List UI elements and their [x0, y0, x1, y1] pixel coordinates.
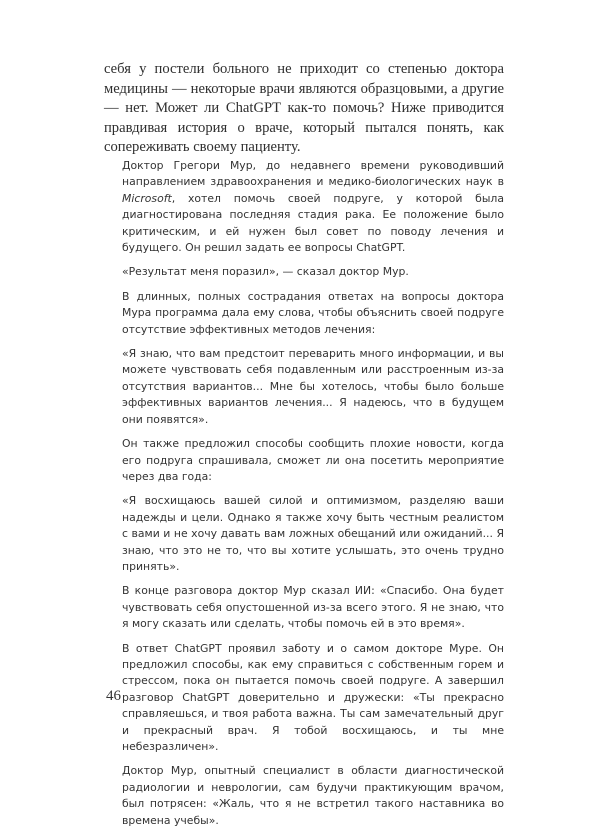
story-paragraph-7: В конце разговора доктор Мур сказал ИИ: «Спасибо. Она будет чувствовать себя опустошенной из-за всего этого. Я не знаю, что я могу сказать или сделать, чтобы помочь ей в это время».	[122, 584, 504, 631]
story-paragraph-9: Доктор Мур, опытный специалист в области диагностической радиологии и неврологии, сам будучи практикующим врачом, был потрясен: «Жаль, что я не встретил такого наставника во времена учебы».	[122, 764, 504, 827]
story-paragraph-5: Он также предложил способы сообщить плохие новости, когда его подруга спрашивала, сможет ли она посетить мероприятие через два года:	[122, 437, 504, 483]
story-paragraph-1	[122, 158, 504, 256]
intro-paragraph: себя у постели больного не приходит со степенью доктора медицины — некоторые врачи являются образцовыми, а другие — нет. Может ли ChatGPT как-то помочь? Ниже приводится правдивая история о враче, который пытался понять, как сопереживать своему пациенту.	[104, 61, 504, 156]
story-paragraph-8: В ответ ChatGPT проявил заботу и о самом докторе Муре. Он предложил способы, как ему справиться с собственным горем и стрессом, пока он пытается помочь своей подруге. А завершил разговор ChatGPT доверительно и дружески: «Ты прекрасно справляешься, и твоя работа важна. Ты сам замечательный друг и прекрасный врач. Я тобой восхищаюсь, и ты мне небезразличен».	[122, 641, 504, 753]
company-name: Microsoft	[122, 191, 172, 205]
quoted-story	[122, 158, 504, 837]
story-paragraph-2: «Результат меня поразил», — сказал доктор Мур.	[122, 265, 409, 279]
story-paragraph-3: В длинных, полных сострадания ответах на вопросы доктора Мура программа дала ему слова, чтобы объяснить своей подруге отсутствие эффективных методов лечения:	[122, 289, 504, 336]
story-paragraph-1-end: , хотел помочь своей подруге, у которой была диагностирована последняя стадия рака. Ее положение было критическим, и ей нужен был совет по поводу лечения и будущего. Он решил задать ее вопросы ChatGPT.	[122, 191, 504, 255]
story-paragraph-1-start: Доктор Грегори Мур, до недавнего времени руководивший направлением здравоохранения и медико-биологических наук в	[122, 159, 504, 189]
story-paragraph-4: «Я знаю, что вам предстоит переварить много информации, и вы можете чувствовать себя подавленным или расстроенным из-за отсутствия вариантов... Мне бы хотелось, чтобы было больше эффективных вариантов лечения... Я надеюсь, что в будущем они появятся».	[122, 347, 504, 426]
page-number: 46	[106, 688, 121, 704]
story-paragraph-6: «Я восхищаюсь вашей силой и оптимизмом, разделяю ваши надежды и цели. Однако я также хочу быть честным реалистом с вами и не хочу давать вам ложных обещаний или ожиданий... Я знаю, что это не то, что вы хотите услышать, это очень трудно принять».	[122, 494, 504, 573]
